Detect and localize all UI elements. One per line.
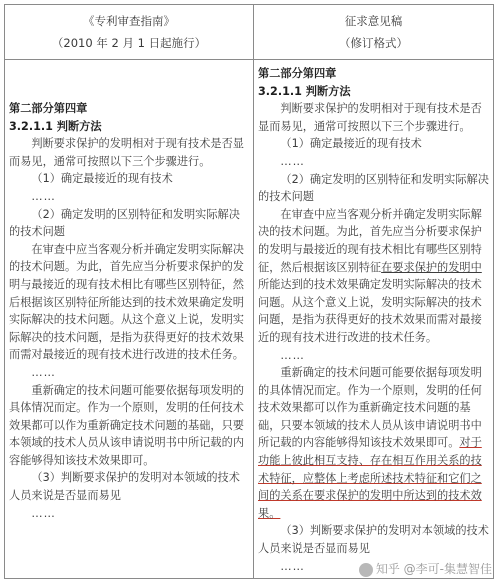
left-ellipsis-2: …… — [31, 365, 56, 379]
left-intro: 判断要求保护的发明相对于现有技术是否显而易见，通常可按照以下三个步骤进行。 — [9, 137, 244, 168]
left-header — [5, 5, 253, 59]
right-step-1: （1）确定最接近的现有技术 — [280, 137, 422, 151]
left-column — [9, 60, 251, 522]
right-paragraph-2-revision: 对于功能上彼此相互支持、存在相互作用关系的技术特征，应整体上考虑所述技术特征和它们之间的关系在要求保护的发明中所达到的技术效果。 — [258, 436, 482, 520]
left-step-3: （3）判断要求保护的发明对本领域的技术人员来说是否显而易见 — [9, 471, 240, 503]
column-divider — [253, 5, 254, 578]
right-ellipsis-3: …… — [280, 559, 305, 573]
left-header-title: 《专利审查指南》 — [83, 14, 175, 28]
left-step-1: （1）确定最接近的现有技术 — [31, 172, 173, 186]
right-subsection-title: 3.2.1.1 判断方法 — [258, 84, 351, 98]
right-paragraph-1-revision: 在要求保护的发明中 — [381, 260, 482, 274]
watermark — [359, 560, 492, 577]
left-paragraph-2: 重新确定的技术问题可能要依据每项发明的具体情况而定。作为一个原则，发明的任何技术效果都可以作为重新确定技术问题的基础，只要本领域的技术人员从该申请说明书中所记载的内容能够得知该技术效果即可。 — [9, 383, 244, 467]
right-intro: 判断要求保护的发明相对于现有技术是否显而易见，通常可按照以下三个步骤进行。 — [258, 102, 482, 133]
right-paragraph-1-text: 在审查中应当客观分析并确定发明实际解决的技术问题。为此，首先应当分析要求保护的发明与最接近的现有技术相比有哪些区别特征，然后根据该区别特征 — [258, 207, 482, 274]
left-paragraph-1: 在审查中应当客观分析并确定发明实际解决的技术问题。为此，首先应当分析要求保护的发明与最接近的现有技术相比有哪些区别特征，然后根据该区别特征所能达到的技术效果确定发明实际解决的技术问题。从这个意义上说，发明实际解决的技术问题，是指为获得更好的技术效果而需对最接近的现有技术进行改进的技术任务。 — [9, 242, 244, 362]
right-column — [258, 60, 491, 575]
watermark-text: 知乎 @李可-集慧智佳 — [375, 562, 492, 576]
right-paragraph-1 — [258, 206, 491, 347]
right-paragraph-1-tail: 所能达到的技术效果确定发明实际解决的技术问题。从这个意义上说，发明实际解决的技术问题，是指为获得更好的技术效果而需对最接近的现有技术进行改进的技术任务。 — [258, 278, 482, 344]
right-ellipsis-1: …… — [280, 154, 305, 168]
left-step-2: （2）确定发明的区别特征和发明实际解决的技术问题 — [9, 207, 240, 239]
right-header-subtitle: （修订格式） — [339, 36, 408, 50]
comparison-table — [4, 4, 494, 579]
right-ellipsis-2: …… — [280, 348, 305, 362]
right-step-2: （2）确定发明的区别特征和发明实际解决的技术问题 — [258, 172, 489, 204]
left-header-subtitle: （2010 年 2 月 1 日起施行） — [51, 36, 207, 50]
right-paragraph-2 — [258, 364, 491, 522]
right-header — [254, 5, 493, 59]
right-header-title: 征求意见稿 — [344, 14, 403, 28]
zhihu-logo-icon — [359, 563, 373, 577]
left-ellipsis-3: …… — [31, 506, 56, 520]
left-subsection-title: 3.2.1.1 判断方法 — [9, 119, 102, 133]
left-ellipsis-1: …… — [31, 189, 56, 203]
left-section-title: 第二部分第四章 — [9, 102, 88, 115]
right-step-3: （3）判断要求保护的发明对本领域的技术人员来说是否显而易见 — [258, 524, 489, 556]
right-section-title: 第二部分第四章 — [258, 67, 337, 80]
right-paragraph-2-text: 重新确定的技术问题可能要依据每项发明的具体情况而定。作为一个原则，发明的任何技术效果都可以作为重新确定技术问题的基础，只要本领域的技术人员从该申请说明书中所记载的内容能够得知该技术效果即可。 — [258, 366, 482, 450]
